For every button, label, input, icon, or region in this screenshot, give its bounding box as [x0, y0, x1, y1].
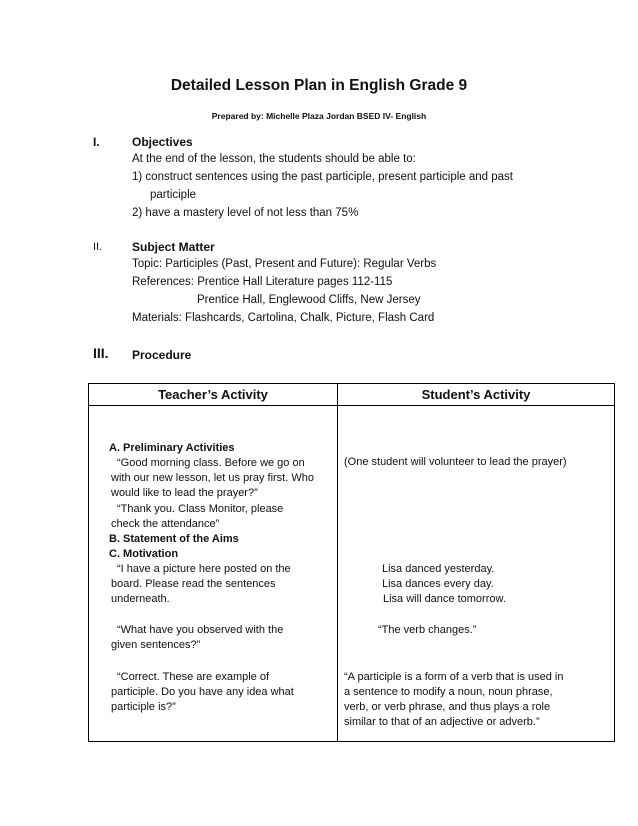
objective-item-2: 2) have a mastery level of not less than 75% [132, 207, 359, 219]
teacher-line: would like to lead the prayer?” [111, 487, 258, 499]
references-line-2: Prentice Hall, Englewood Cliffs, New Jersey [197, 294, 421, 306]
teacher-line: participle is?” [111, 701, 176, 713]
section-number-1: I. [93, 135, 100, 149]
student-line: “The verb changes.” [378, 624, 477, 636]
subject-matter-heading: Subject Matter [132, 240, 215, 254]
teacher-line: “Correct. These are example of [117, 671, 270, 683]
document-title: Detailed Lesson Plan in English Grade 9 [170, 77, 468, 94]
objectives-heading: Objectives [132, 135, 193, 149]
student-activity-cell [338, 406, 615, 742]
student-line: Lisa will dance tomorrow. [383, 593, 506, 605]
activity-table [88, 383, 615, 742]
statement-of-aims-label: B. Statement of the Aims [109, 533, 239, 545]
teacher-line: board. Please read the sentences [111, 578, 276, 590]
materials-line: Materials: Flashcards, Cartolina, Chalk, Picture, Flash Card [132, 312, 435, 324]
student-line: (One student will volunteer to lead the prayer) [344, 456, 567, 468]
teacher-line: “What have you observed with the [117, 624, 284, 636]
student-line: verb, or verb phrase, and thus plays a role [344, 701, 551, 713]
objective-item-1: 1) construct sentences using the past participle, present participle and past [132, 171, 513, 183]
procedure-heading: Procedure [132, 348, 192, 362]
student-line: Lisa danced yesterday. [382, 563, 495, 575]
section-number-2: II. [93, 241, 103, 253]
section-number-3: III. [93, 345, 109, 361]
objective-item-1-cont: participle [150, 189, 197, 201]
references-line: References: Prentice Hall Literature pages 112-115 [132, 276, 393, 288]
student-line: “A participle is a form of a verb that is used in [344, 671, 564, 683]
teacher-activity-cell [89, 406, 338, 742]
teacher-line: “Thank you. Class Monitor, please [117, 503, 284, 515]
teacher-line: participle. Do you have any idea what [111, 686, 294, 698]
student-line: Lisa dances every day. [382, 578, 494, 590]
objectives-intro: At the end of the lesson, the students should be able to: [132, 153, 416, 165]
teacher-line: check the attendance” [111, 518, 220, 530]
preliminary-activities-label: A. Preliminary Activities [109, 442, 235, 454]
student-line: a sentence to modify a noun, noun phrase, [344, 686, 553, 698]
teacher-line: “Good morning class. Before we go on [117, 457, 305, 469]
motivation-label: C. Motivation [109, 548, 179, 560]
prepared-by: Prepared by: Michelle Plaza Jordan BSED IV- English [211, 111, 427, 121]
teacher-line: given sentences?” [111, 639, 201, 651]
teacher-activity-header: Teacher’s Activity [89, 384, 338, 406]
student-activity-header: Student’s Activity [338, 384, 615, 406]
teacher-line: with our new lesson, let us pray first. Who [111, 472, 314, 484]
teacher-line: “I have a picture here posted on the [117, 563, 291, 575]
topic-line: Topic: Participles (Past, Present and Future): Regular Verbs [132, 258, 437, 270]
student-line: similar to that of an adjective or adverb.” [344, 716, 540, 728]
teacher-line: underneath. [111, 593, 170, 605]
